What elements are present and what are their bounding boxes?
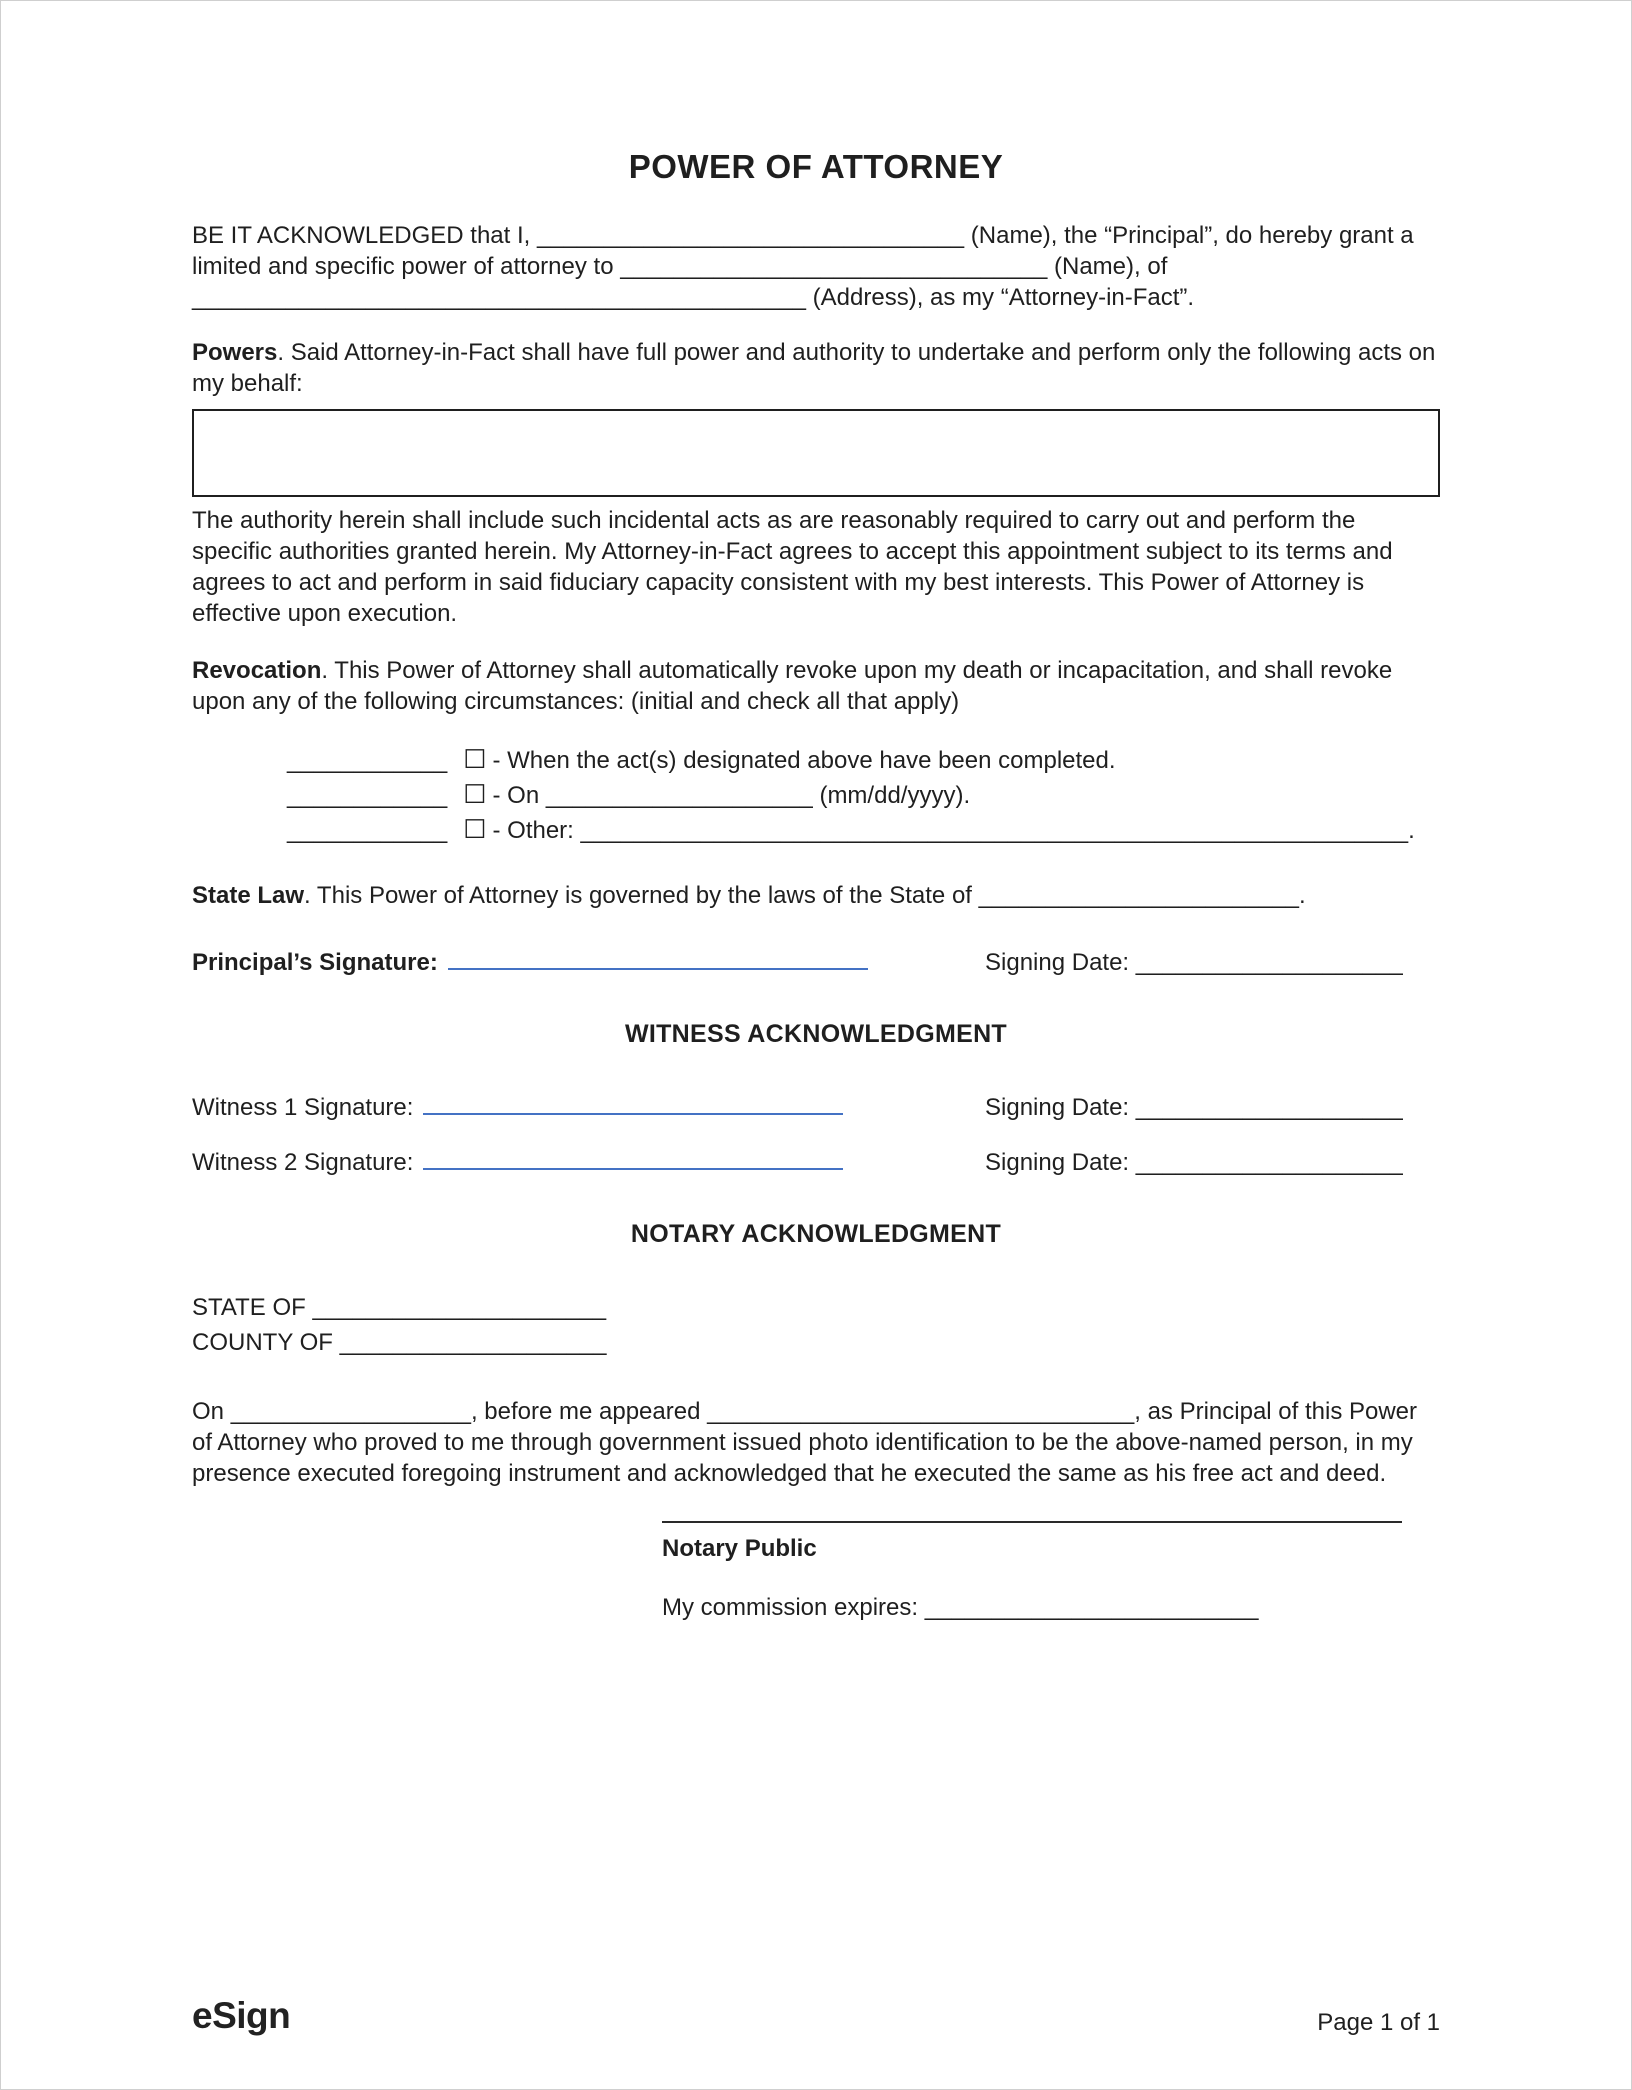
principal-signature-field (192, 947, 868, 978)
checkbox-icon[interactable]: ☐ (463, 745, 487, 775)
option-suffix: (mm/dd/yyyy). (812, 782, 971, 809)
state-law-label: State Law (192, 882, 305, 909)
notary-date-blank[interactable]: __________________ (230, 1398, 471, 1425)
option-text: - When the act(s) designated above have been completed. (492, 747, 1116, 774)
witness-2-signature-field (192, 1147, 843, 1178)
principal-signing-date-line[interactable]: ____________________ (1135, 949, 1403, 976)
revocation-options (192, 743, 1440, 848)
option-text: - On (492, 782, 546, 809)
page-number: Page 1 of 1 (1317, 2009, 1440, 2036)
witness-2-signing-date-field (985, 1147, 1440, 1178)
county-of-label: COUNTY OF (192, 1329, 340, 1356)
witness-1-signature-label: Witness 1 Signature: (192, 1094, 414, 1121)
revocation-option-other (287, 813, 1440, 848)
option-suffix: . (1408, 817, 1415, 844)
state-of-line (192, 1290, 1440, 1325)
intro-text-2: (Name), the “Principal”, do hereby grant a limited and specific power of attorney to (192, 222, 1414, 280)
signing-date-label: Signing Date: (985, 1149, 1136, 1176)
witness-1-signature-field (192, 1092, 843, 1123)
revocation-label: Revocation (192, 657, 322, 684)
notary-paragraph (192, 1396, 1440, 1489)
agent-name-blank[interactable]: ________________________________ (620, 253, 1048, 280)
notary-text-2: , before me appeared (470, 1398, 708, 1425)
notary-principal-name-blank[interactable]: ________________________________ (707, 1398, 1135, 1425)
principal-name-blank[interactable]: ________________________________ (537, 222, 965, 249)
state-law-paragraph (192, 880, 1440, 911)
powers-text: . Said Attorney-in-Fact shall have full power and authority to undertake and perform only the following acts on my behalf: (192, 339, 1436, 397)
initials-line[interactable]: ____________ (287, 782, 448, 809)
state-law-text: . This Power of Attorney is governed by the laws of the State of (304, 882, 979, 909)
notary-text-1: On (192, 1398, 231, 1425)
option-text: - Other: (492, 817, 581, 844)
initials-line[interactable]: ____________ (287, 817, 448, 844)
notary-text-3: , as Principal of this Power of Attorney who proved to me through government issued photo identification to be the above-named person, in my presence executed foregoing instrument and acknowledged that he executed the same as his free act and deed. (192, 1398, 1418, 1487)
notary-signature-block (662, 1521, 1402, 1623)
revocation-option-completed (287, 743, 1440, 778)
principal-signature-row (192, 947, 1440, 978)
document-title: POWER OF ATTORNEY (628, 148, 1004, 185)
revocation-text: . This Power of Attorney shall automatically revoke upon my death or incapacitation, and shall revoke upon any of the following circumstances: (initial and check all that apply) (192, 657, 1393, 715)
witness-heading: WITNESS ACKNOWLEDGMENT (624, 1020, 1008, 1048)
agent-address-blank[interactable]: ______________________________________________ (192, 284, 806, 311)
commission-line (662, 1592, 1402, 1623)
checkbox-icon[interactable]: ☐ (463, 780, 487, 810)
state-of-label: STATE OF (192, 1294, 313, 1321)
witness-1-signing-date-line[interactable]: ____________________ (1135, 1094, 1403, 1121)
state-law-suffix: . (1298, 882, 1306, 909)
state-of-blank[interactable]: ______________________ (312, 1294, 607, 1321)
page-footer (192, 1995, 1440, 2037)
revocation-paragraph (192, 655, 1440, 717)
state-law-state-blank[interactable]: ________________________ (978, 882, 1299, 909)
witness-2-signature-label: Witness 2 Signature: (192, 1149, 414, 1176)
powers-paragraph (192, 337, 1440, 399)
principal-signature-line[interactable] (448, 968, 868, 970)
intro-text-4: (Address), as my “Attorney-in-Fact”. (806, 284, 1195, 311)
witness-2-signing-date-line[interactable]: ____________________ (1135, 1149, 1403, 1176)
initials-line[interactable]: ____________ (287, 747, 448, 774)
revocation-date-blank[interactable]: ____________________ (545, 782, 813, 809)
powers-entry-box[interactable] (192, 409, 1440, 497)
notary-heading: NOTARY ACKNOWLEDGMENT (630, 1220, 1002, 1248)
checkbox-icon[interactable]: ☐ (463, 815, 487, 845)
intro-text-1: BE IT ACKNOWLEDGED that I, (192, 222, 537, 249)
signing-date-label: Signing Date: (985, 1094, 1136, 1121)
witness-2-signature-line[interactable] (423, 1168, 843, 1170)
intro-paragraph (192, 220, 1440, 313)
notary-venue (192, 1290, 1440, 1360)
powers-label: Powers (192, 339, 278, 366)
notary-signature-line[interactable] (662, 1521, 1402, 1523)
witness-1-signing-date-field (985, 1092, 1440, 1123)
commission-label: My commission expires: (662, 1594, 925, 1621)
witness-2-signature-row (192, 1147, 1440, 1178)
notary-public-label: Notary Public (662, 1535, 817, 1562)
county-of-blank[interactable]: ____________________ (339, 1329, 607, 1356)
revocation-option-on-date (287, 778, 1440, 813)
authority-paragraph: The authority herein shall include such incidental acts as are reasonably required to carry out and perform the specific authorities granted herein. My Attorney-in-Fact agrees to accept this appointment subject to its terms and agrees to act and perform in said fiduciary capacity consistent with my best interests. This Power of Attorney is effective upon execution. (192, 507, 1393, 627)
revocation-other-blank[interactable]: ______________________________________________________________ (580, 817, 1409, 844)
signing-date-label: Signing Date: (985, 949, 1136, 976)
intro-text-3: (Name), of (1047, 253, 1168, 280)
commission-blank[interactable]: _________________________ (924, 1594, 1259, 1621)
principal-signature-label: Principal’s Signature: (192, 949, 438, 976)
county-of-line (192, 1325, 1440, 1360)
witness-1-signature-line[interactable] (423, 1113, 843, 1115)
esign-logo: eSign (192, 1995, 291, 2036)
witness-1-signature-row (192, 1092, 1440, 1123)
principal-signing-date-field (985, 947, 1440, 978)
